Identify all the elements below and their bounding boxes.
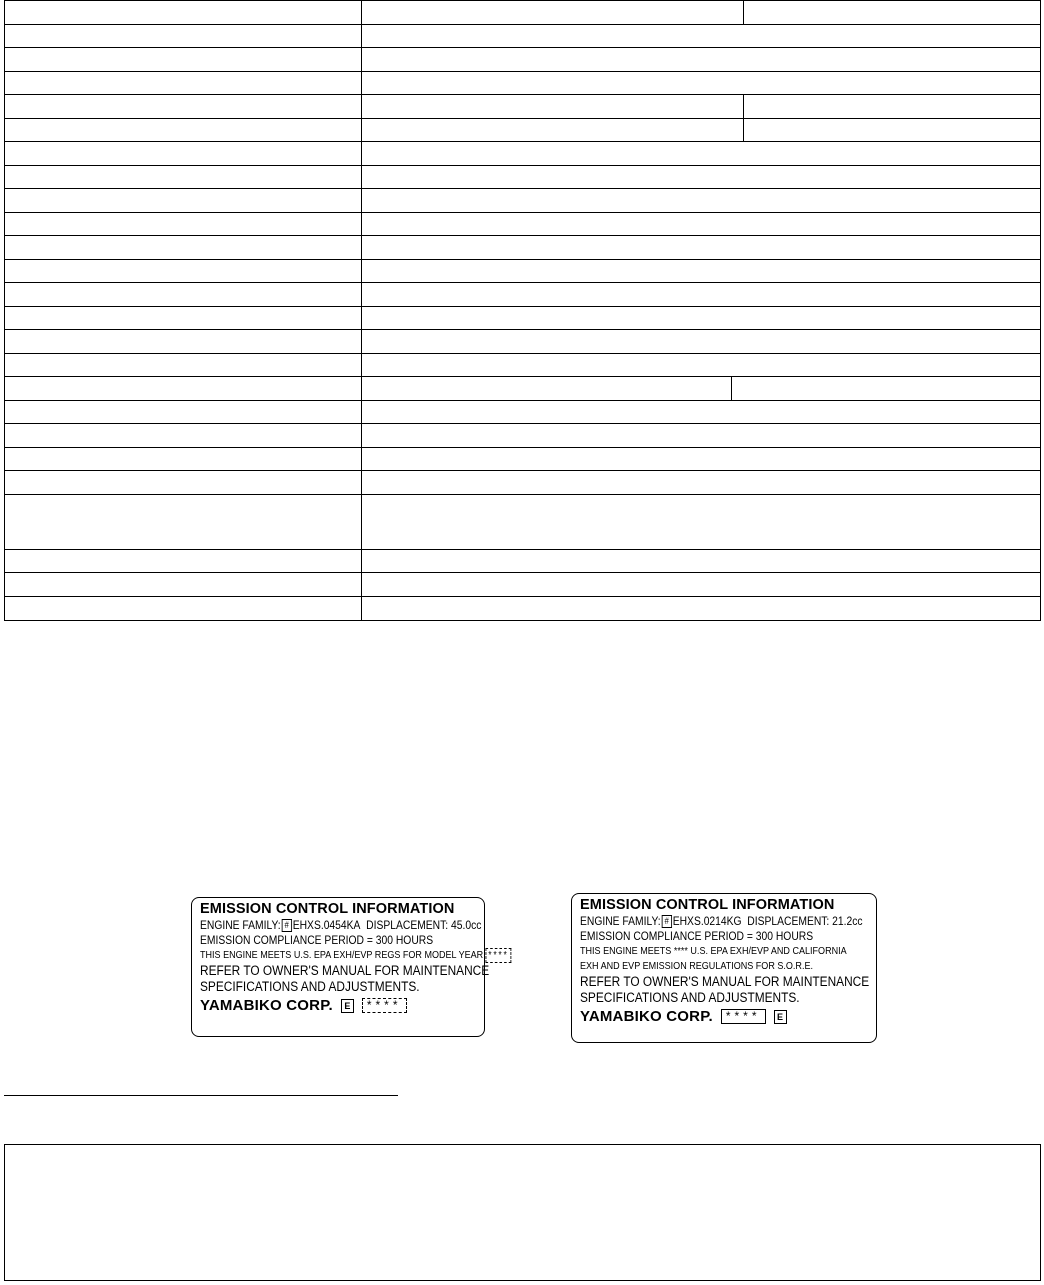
note-box xyxy=(4,1144,1041,1281)
emission-label-21cc xyxy=(571,893,877,1043)
table-row xyxy=(5,166,1040,190)
serial-stars: **** xyxy=(362,998,407,1013)
meets-line: THIS ENGINE MEETS **** U.S. EPA EXH/EVP AND CALIFORNIA xyxy=(580,945,847,957)
table-row xyxy=(5,354,1040,378)
table-row xyxy=(5,401,1040,425)
table-row xyxy=(5,307,1040,331)
table-row xyxy=(5,213,1040,237)
table-row xyxy=(5,48,1040,72)
table-row xyxy=(5,95,1040,119)
table-row xyxy=(5,283,1040,307)
compliance-line: EMISSION COMPLIANCE PERIOD = 300 HOURS xyxy=(580,929,814,943)
table-row xyxy=(5,471,1040,495)
table-row xyxy=(5,1,1040,25)
refer-line-1: REFER TO OWNER'S MANUAL FOR MAINTENANCE xyxy=(200,963,490,978)
spec-table xyxy=(4,0,1041,621)
hash-icon: # xyxy=(282,919,292,932)
regs-line: EXH AND EVP EMISSION REGULATIONS FOR S.O.R.E. xyxy=(580,960,813,972)
corp-name: YAMABIKO CORP. xyxy=(200,997,333,1014)
engine-family-line: ENGINE FAMILY: # EHXS.0454KA DISPLACEMENT: 45.0cc xyxy=(200,918,482,932)
e-mark-icon: E xyxy=(341,999,354,1013)
model-year-stars: **** xyxy=(486,948,511,963)
table-row xyxy=(5,424,1040,448)
emission-label-45cc xyxy=(191,897,509,1037)
table-row xyxy=(5,597,1040,621)
table-row xyxy=(5,72,1040,96)
refer-line-1: REFER TO OWNER'S MANUAL FOR MAINTENANCE xyxy=(580,974,870,989)
table-row xyxy=(5,25,1040,49)
label-title: EMISSION CONTROL INFORMATION xyxy=(200,901,455,917)
hash-icon: # xyxy=(662,915,672,928)
table-row xyxy=(5,448,1040,472)
corp-line xyxy=(580,1008,870,1025)
serial-stars: **** xyxy=(721,1009,766,1024)
table-row xyxy=(5,377,1040,401)
corp-name: YAMABIKO CORP. xyxy=(580,1008,713,1025)
compliance-line: EMISSION COMPLIANCE PERIOD = 300 HOURS xyxy=(200,933,434,947)
refer-line-2: SPECIFICATIONS AND ADJUSTMENTS. xyxy=(580,990,800,1005)
table-row xyxy=(5,330,1040,354)
table-row xyxy=(5,260,1040,284)
table-row xyxy=(5,495,1040,550)
label-title: EMISSION CONTROL INFORMATION xyxy=(580,897,835,913)
table-row xyxy=(5,189,1040,213)
table-row xyxy=(5,119,1040,143)
table-row xyxy=(5,573,1040,597)
table-row xyxy=(5,236,1040,260)
meets-line: THIS ENGINE MEETS U.S. EPA EXH/EVP REGS FOR MODEL YEAR **** xyxy=(200,948,439,963)
table-row xyxy=(5,550,1040,574)
corp-line xyxy=(200,997,478,1014)
engine-family-line: ENGINE FAMILY: # EHXS.0214KG DISPLACEMENT: 21.2cc xyxy=(580,914,863,928)
footnote-rule xyxy=(4,1095,398,1096)
table-row xyxy=(5,142,1040,166)
e-mark-icon: E xyxy=(774,1010,787,1024)
refer-line-2: SPECIFICATIONS AND ADJUSTMENTS. xyxy=(200,979,420,994)
